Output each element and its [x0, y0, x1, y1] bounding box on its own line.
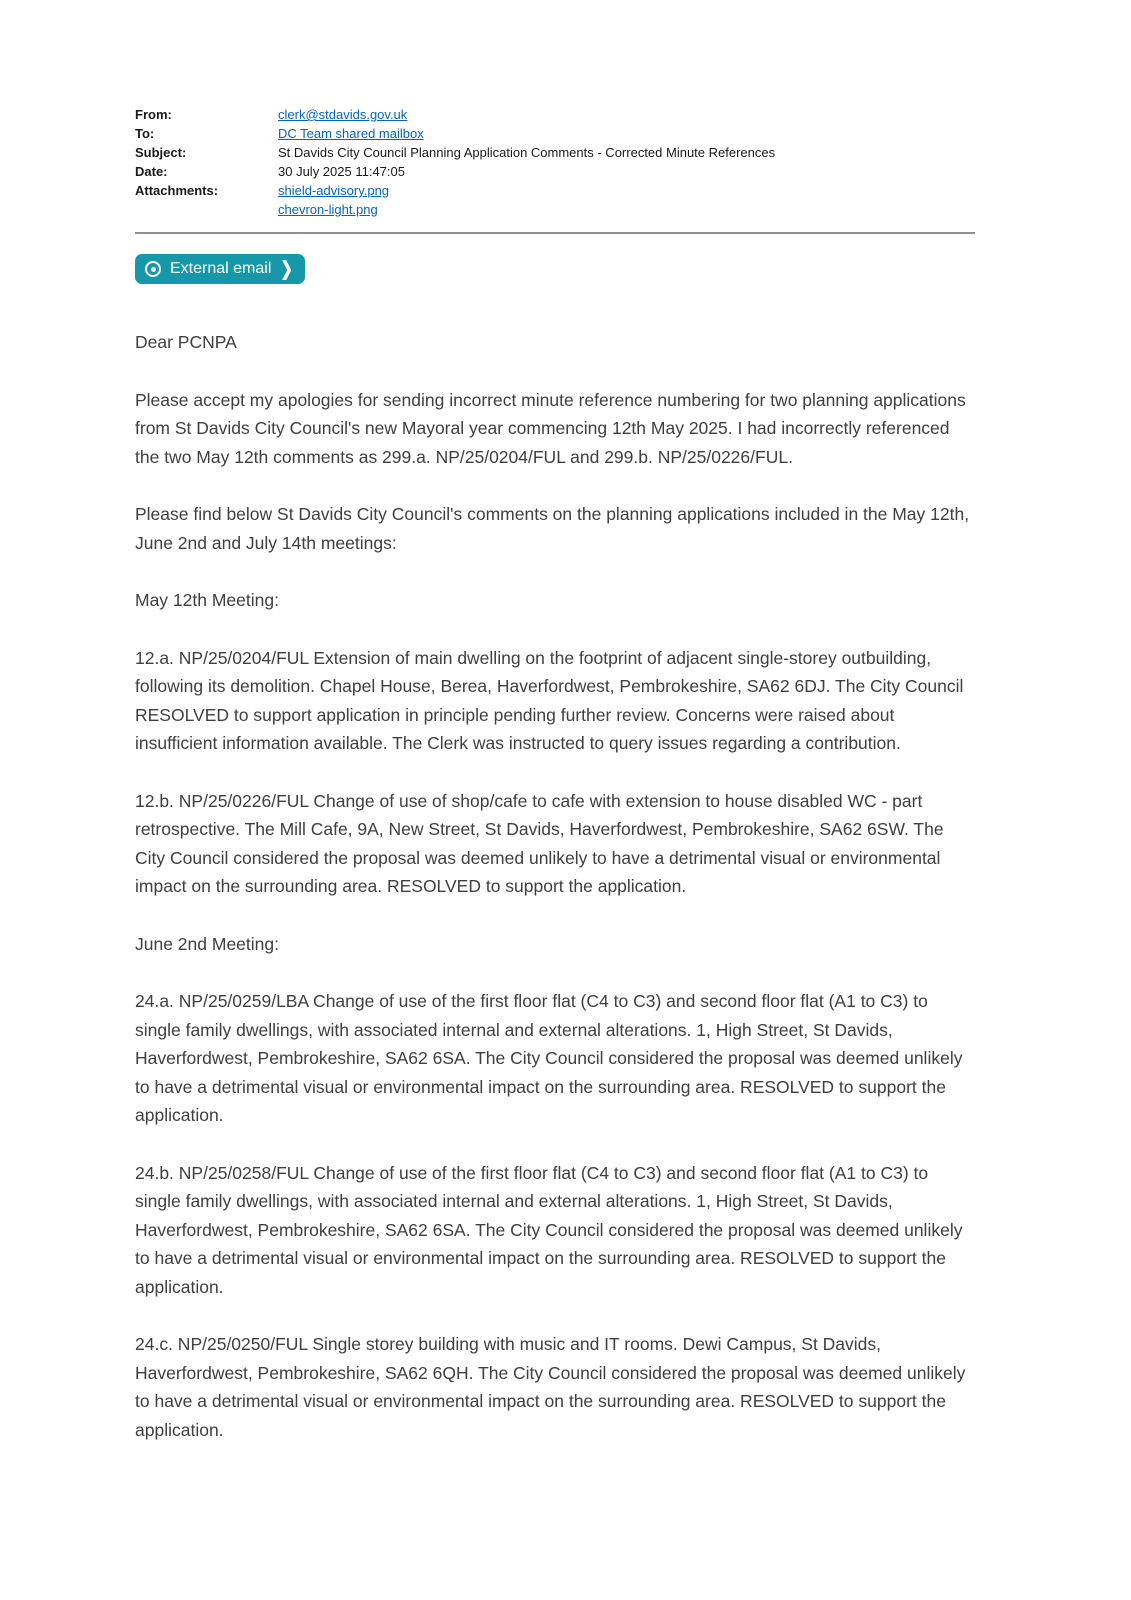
- paragraph-intro: Please find below St Davids City Council's comments on the planning applications included in the May 12th, June 2nd and July 14th meetings:: [135, 504, 970, 553]
- header-divider: [135, 232, 975, 234]
- comment-24a: 24.a. NP/25/0259/LBA Change of use of the first floor flat (C4 to C3) and second floor flat (A1 to C3) to single family dwellings, with associated internal and external alterations. 1, High Street, St Davids, Haverfordwest, Pembrokeshire, SA62 6SA. The City Council considered the proposal was deemed unlikely to have a detrimental visual or environmental impact on the surrounding area. RESOLVED to support the application.: [135, 991, 963, 1125]
- from-label: From:: [135, 107, 172, 122]
- date-label: Date:: [135, 164, 168, 179]
- comment-12a: 12.a. NP/25/0204/FUL Extension of main dwelling on the footprint of adjacent single-storey outbuilding, following its demolition. Chapel House, Berea, Haverfordwest, Pembrokeshire, SA62 6DJ. The City Council RESOLVED to support application in principle pending further review. Concerns were raised about insufficient information available. The Clerk was instructed to query issues regarding a contribution.: [135, 647, 964, 753]
- meeting-heading-june: June 2nd Meeting:: [135, 933, 279, 954]
- attachments-list: [278, 181, 975, 219]
- email-headers: [135, 105, 975, 219]
- header-row-date: [135, 162, 975, 181]
- attachment-link[interactable]: shield-advisory.png: [278, 183, 390, 198]
- header-row-attachments: [135, 181, 975, 219]
- external-email-label: External email: [170, 260, 272, 277]
- to-label: To:: [135, 126, 155, 141]
- subject-value: St Davids City Council Planning Application Comments - Corrected Minute References: [278, 145, 776, 160]
- header-row-to: [135, 124, 975, 143]
- email-body: [135, 328, 975, 1444]
- header-row-from: [135, 105, 975, 124]
- subject-label: Subject:: [135, 145, 187, 160]
- external-email-banner: [135, 254, 305, 284]
- to-recipient-link[interactable]: DC Team shared mailbox: [278, 126, 424, 141]
- date-value: 30 July 2025 11:47:05: [278, 164, 405, 179]
- greeting: Dear PCNPA: [135, 332, 237, 352]
- comment-24b: 24.b. NP/25/0258/FUL Change of use of the first floor flat (C4 to C3) and second floor flat (A1 to C3) to single family dwellings, with associated internal and external alterations. 1, High Street, St Davids, Haverfordwest, Pembrokeshire, SA62 6SA. The City Council considered the proposal was deemed unlikely to have a detrimental visual or environmental impact on the surrounding area. RESOLVED to support the application.: [135, 1162, 963, 1297]
- paragraph-apology: Please accept my apologies for sending incorrect minute reference numbering for two planning applications from St Davids City Council's new Mayoral year commencing 12th May 2025. I had incorrectly referenced the two May 12th comments as 299.a. NP/25/0204/FUL and 299.b. NP/25/0226/FUL.: [135, 389, 966, 467]
- attachment-link[interactable]: chevron-light.png: [278, 202, 378, 217]
- circle-badge-icon: [145, 261, 161, 277]
- comment-12b: 12.b. NP/25/0226/FUL Change of use of shop/cafe to cafe with extension to house disabled WC - part retrospective. The Mill Cafe, 9A, New Street, St Davids, Haverfordwest, Pembrokeshire, SA62 6SW. The City Council considered the proposal was deemed unlikely to have a detrimental visual or environmental impact on the surrounding area. RESOLVED to support the application.: [135, 790, 944, 896]
- attachments-label: Attachments:: [135, 183, 219, 198]
- from-address-link[interactable]: clerk@stdavids.gov.uk: [278, 107, 408, 122]
- header-row-subject: [135, 143, 975, 162]
- comment-24c: 24.c. NP/25/0250/FUL Single storey building with music and IT rooms. Dewi Campus, St Davids, Haverfordwest, Pembrokeshire, SA62 6QH. The City Council considered the proposal was deemed unlikely to have a detrimental visual or environmental impact on the surrounding area. RESOLVED to support the application.: [135, 1334, 966, 1440]
- chevron-right-icon: ❯: [280, 258, 293, 280]
- meeting-heading-may: May 12th Meeting:: [135, 590, 279, 610]
